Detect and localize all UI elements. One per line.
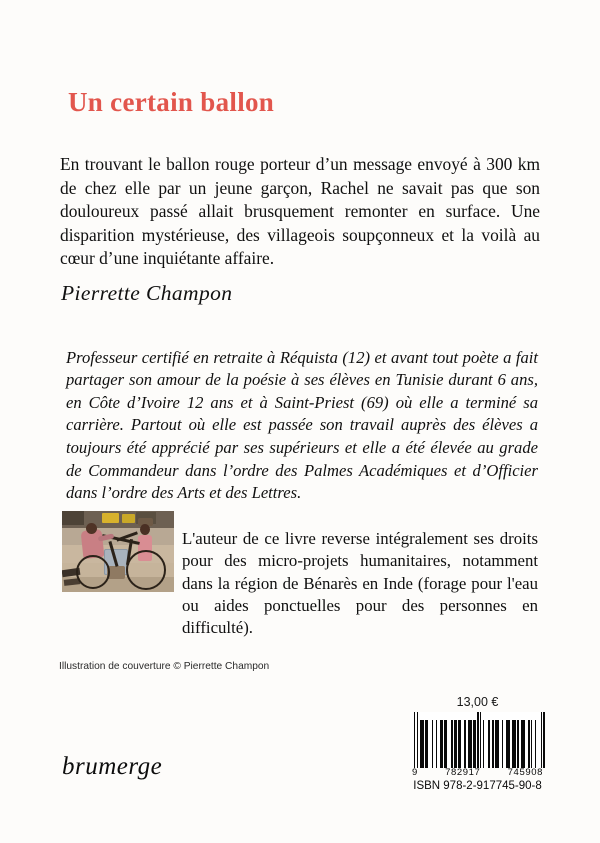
photo-background-yellow-vehicle — [102, 513, 119, 523]
photo-bicycle-wheel-front — [126, 550, 166, 590]
price-label: 13,00 € — [456, 695, 499, 709]
barcode-bars — [410, 712, 545, 768]
humanitarian-note: L'auteur de ce livre reverse intégralement ses droits pour des micro-projets humanitaires, notamment dans la région de Bénarès en Inde (forage pour l'eau ou aides ponctuelles pour des personnes en difficulté). — [182, 528, 538, 638]
author-name: Pierrette Champon — [61, 281, 233, 305]
photo-background-yellow-vehicle-2 — [122, 514, 135, 523]
barcode-left-group: 782917 — [445, 767, 481, 778]
photo-rider-head — [86, 523, 97, 534]
photo-bicycle-wheel-rear — [76, 555, 110, 589]
photo-image — [62, 511, 174, 592]
barcode-digits — [410, 767, 545, 778]
barcode-right-group: 745908 — [507, 767, 543, 778]
barcode — [410, 712, 545, 792]
barcode-lead-digit: 9 — [412, 767, 418, 778]
photo-child-head — [140, 524, 150, 535]
photo-background-vehicle-left — [62, 511, 84, 525]
cover-photo — [62, 511, 174, 592]
isbn-label: ISBN 978-2-917745-90-8 — [413, 780, 542, 792]
publisher-logo: brumerge — [62, 753, 163, 780]
synopsis-text: En trouvant le ballon rouge porteur d’un message envoyé à 300 km de chez elle par un jeune garçon, Rachel ne savait pas que son douloureux passé allait brusquement remonter en surface. Une disparition mystérieuse, des villageois soupçonneux et la voilà au cœur d’une inquiétante affaire. — [60, 154, 540, 269]
page-title: Un certain ballon — [68, 87, 275, 118]
author-biography: Professeur certifié en retraite à Réquista (12) et avant tout poète a fait partager son amour de la poésie à ses élèves en Tunisie durant 6 ans, en Côte d’Ivoire 12 ans et à Saint-Priest (69) où elle a terminé sa carrière. Partout où elle est passée son travail auprès des élèves a toujours été apprécié par ses supérieurs et elle a été élevée au grade de Commandeur dans l’ordre des Palmes Académiques et d’Officier dans l’ordre des Arts et des Lettres. — [66, 347, 538, 503]
cover-illustration-credit: Illustration de couverture © Pierrette Champon — [59, 661, 270, 672]
